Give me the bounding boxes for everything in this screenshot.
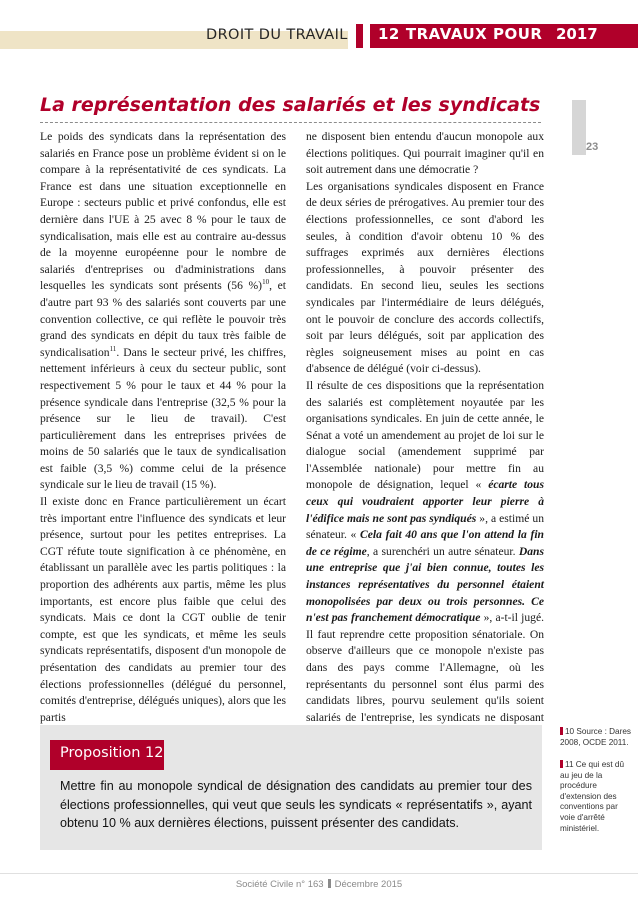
proposition-label: Proposition 12: [60, 745, 164, 761]
footer-date: Décembre 2015: [334, 879, 403, 890]
paragraph: Les organisations syndicales disposent en France de deux séries de prérogatives. Au premier tour des élections professionnelles, ce sont d'abord les seules, à condition d'avoir obtenu 10 % des suffrages exprimés aux dernières élections professionnelles, à pouvoir présenter des candidats. En second lieu, seules les sections syndicales par l'intermédiaire de leurs délégués, ont le pouvoir de conclure des accords collectifs, soit par leurs délégués, soit par application des règles soigneusement mises au point en cas d'absence de délégué (voir ci-dessus).: [306, 179, 544, 376]
series-number: 12: [378, 25, 400, 43]
proposition-text: Mettre fin au monopole syndical de désignation des candidats au premier tour des élections professionnelles, qui veut que seuls les syndicats « représentatifs », ayant obtenu 10 % aux dernières élections, puissent présenter des candidats.: [60, 779, 532, 830]
footnote-marker: [560, 760, 563, 768]
footer-separator: [328, 879, 331, 888]
footer-publication: Société Civile n° 163: [235, 879, 324, 890]
paragraph: Le poids des syndicats dans la représentation des salariés en France pose un problème évident si on le compare à la représentativité de ces syndicats. La France est dans une situation exceptionnelle en Europe : secteurs public et privé confondus, elle est dernière dans l'UE à 25 avec 8 % pour le taux de syndicalisation, mais elle est au contraire au-dessus de la moyenne européenne pour le nombre de salariés d'entreprises ou d'administrations dans lesquelles les syndicats sont présents (56 %)$^{10}$, et d'autre part 93 % des salariés sont couverts par une convention collective, ce qui reflète le pouvoir très grand des syndicats en dépit du taux très faible de syndicalisation$^{11}$. Dans le secteur privé, les chiffres, nettement inférieurs à ceux du secteur public, sont respectivement 5 % pour le taux et 44 % pour la présence syndicale dans l'entreprise (32,5 % pour la présence sur le lieu de travail). C'est particulièrement dans les entreprises privées de moins de 50 salariés que le taux de syndicalisation est faible (3,5 %) comme celui de la présence syndicale sur le lieu de travail (15 %).: [40, 130, 286, 492]
title-divider: [40, 122, 541, 123]
left-column: [40, 129, 286, 726]
quote: écarte tous ceux qui voudraient apporter leur pierre à l'édifice mais ne sont pas syndiqués: [306, 478, 545, 525]
footnote-ref: 10: [262, 278, 270, 287]
section-title: DROIT DU TRAVAIL: [206, 27, 348, 43]
margin-bar: [572, 100, 586, 155]
article-title: La représentation des salariés et les syndicats: [40, 94, 541, 116]
page-number: 23: [586, 141, 599, 153]
paragraph: Il résulte de ces dispositions que la représentation des salariés est complètement noyautée par les organisations syndicales. En juin de cette année, le Sénat a voté un amendement au projet de loi sur le dialogue social (amendement supprimé par l'Assemblée nationale) pour mettre fin au monopole de désignation, lequel « écarte tous ceux qui voudraient apporter leur pierre à l'édifice mais ne sont pas syndiqués », a estimé un sénateur. « Cela fait 40 ans que l'on attend la fin de ce régime, a surenchéri un autre sénateur. Dans une entreprise que j'ai bien connue, toutes les instances représentatives du personnel étaient monopolisées par deux ou trois personnes. Ce n'est pas franchement démocratique », a-t-il jugé. Il faut reprendre cette proposition sénatoriale. On observe d'ailleurs que ce monopole n'existe pas dans des pays comme l'Allemagne, où les représentants du personnel sont élus parmi des candidats libres, pourvu seulement qu'ils soient salariés de l'entreprise, les syndicats ne disposant: [306, 378, 545, 724]
header-marker: [356, 24, 363, 48]
series-banner-text: [378, 25, 542, 43]
footer-divider: [0, 873, 638, 874]
footnote: 10 Source : Dares 2008, OCDE 2011.: [560, 727, 631, 747]
right-column: [306, 129, 544, 743]
quote: Cela fait 40 ans que l'on attend la fin de ce régime: [306, 528, 544, 558]
paragraph: ne disposent bien entendu d'aucun monopole aux élections politiques. Qui pourrait imaginer qu'il en soit autrement dans une démocratie ?: [306, 130, 544, 177]
footer: [0, 879, 638, 890]
quote: Dans une entreprise que j'ai bien connue, toutes les instances représentatives du personnel étaient monopolisées par deux ou trois personnes. Ce n'est pas franchement démocratique: [306, 544, 544, 625]
footnote: 11 Ce qui est dû au jeu de la procédure d'extension des conventions par voie d'arrêté ministériel.: [560, 760, 625, 833]
paragraph: Il existe donc en France particulièrement un écart très important entre l'influence des syndicats et leur présence, surtout pour les petites entreprises. La CGT réfute toute signification à ce phénomène, en établissant un parallèle avec les partis politiques : la proportion des adhérents aux partis, même les plus importants, est encore plus faible que celui des syndicats. Mais ce dont la CGT oublie de tenir compte, est que les syndicats, et même les seuls syndicats représentatifs, disposent d'un monopole de présentation des candidats au premier tour des élections professionnelles (délégué du personnel, comités d'entreprise, délégués uniques), alors que les partis: [40, 495, 286, 724]
footnote-marker: [560, 727, 563, 735]
footnote-ref: 11: [109, 344, 117, 353]
series-title: TRAVAUX POUR: [405, 25, 543, 43]
series-year: 2017: [556, 25, 598, 43]
